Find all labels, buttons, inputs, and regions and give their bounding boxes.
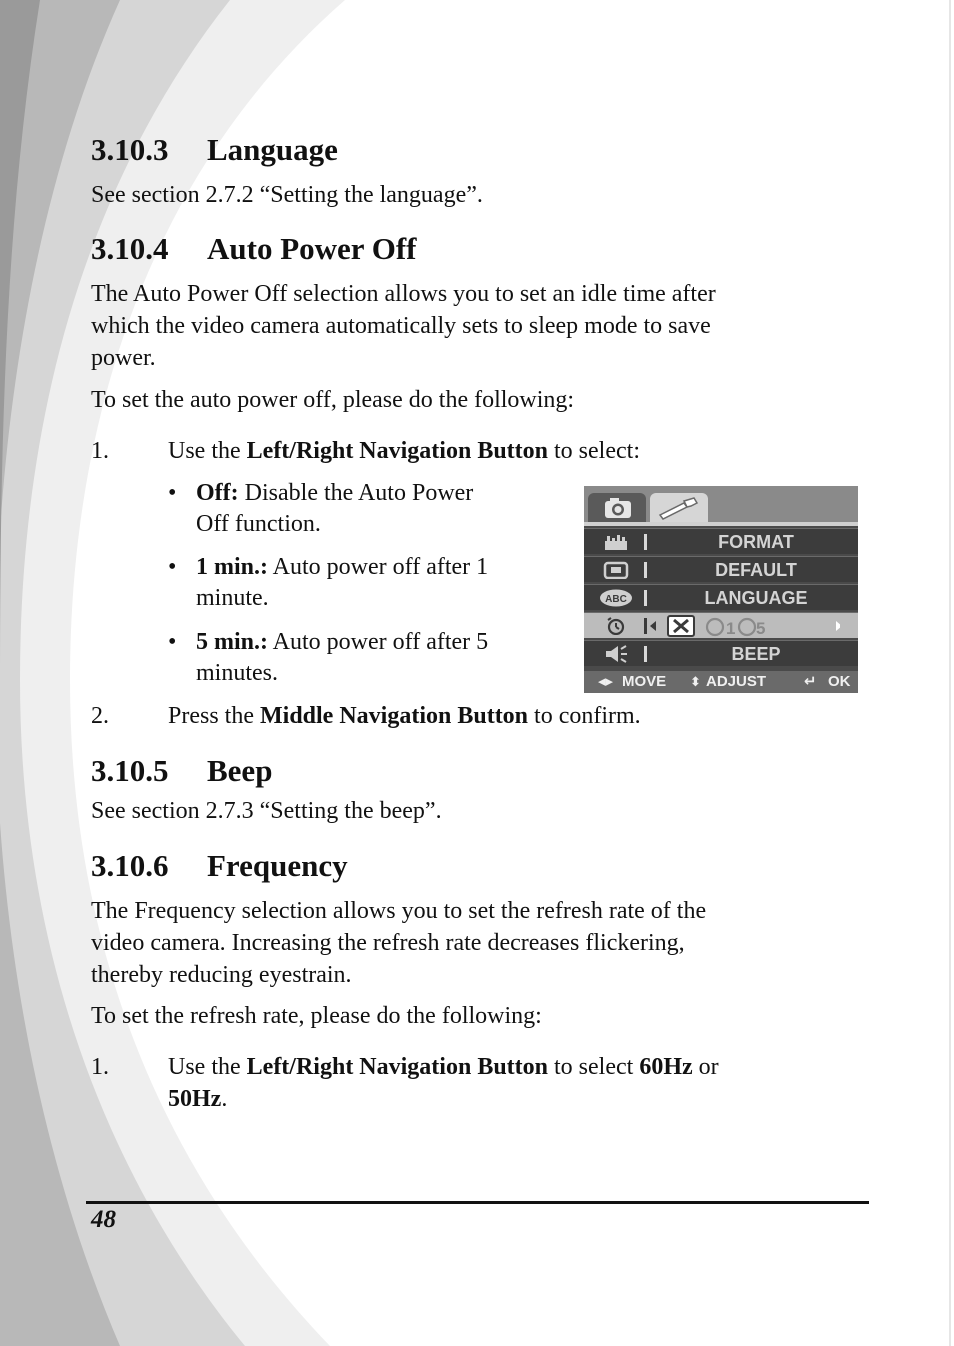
- frequency-intro-line-3: thereby reducing eyestrain.: [91, 962, 352, 988]
- menu-row-default: [584, 556, 858, 582]
- menu-row-auto-power-off: [584, 612, 858, 638]
- section-title: Language: [207, 132, 338, 167]
- timer-icon: [602, 617, 630, 635]
- bullet-off: [196, 478, 541, 540]
- bullet-desc: minutes.: [196, 660, 278, 686]
- step-text: to confirm.: [528, 703, 641, 729]
- language-reference: See section 2.7.2 “Setting the language”.: [91, 182, 483, 208]
- bullet-term: 5 min.:: [196, 629, 268, 655]
- footer-rule: [86, 1201, 869, 1204]
- step-number: 1.: [91, 1054, 109, 1080]
- option-strip: [640, 615, 840, 637]
- svg-text:1: 1: [726, 619, 736, 637]
- section-heading-frequency: [91, 849, 348, 883]
- section-number: 3.10.3: [91, 132, 169, 167]
- frequency-lead: To set the refresh rate, please do the following:: [91, 1003, 542, 1029]
- menu-tab-bar: [584, 486, 858, 524]
- row-divider: [644, 534, 647, 550]
- auto-power-off-intro-line-2: which the video camera automatically sets to sleep mode to save: [91, 313, 711, 339]
- bullet-term: Off:: [196, 480, 239, 506]
- section-title: Beep: [207, 753, 273, 788]
- camera-setup-menu-screen: [584, 486, 858, 693]
- menu-row-format: [584, 528, 858, 554]
- frequency-intro-line-2: video camera. Increasing the refresh rate decreases flickering,: [91, 930, 685, 956]
- step-text: to select:: [548, 438, 640, 464]
- section-title: Auto Power Off: [207, 231, 417, 266]
- step-text: to select: [548, 1054, 640, 1080]
- row-divider: [644, 562, 647, 578]
- step-number: 1.: [91, 438, 109, 464]
- enter-icon: ↵: [804, 673, 817, 690]
- row-divider: [644, 646, 647, 662]
- bullet-desc: Auto power off after 1: [268, 554, 489, 580]
- frequency-intro-line-1: The Frequency selection allows you to set the refresh rate of the: [91, 898, 707, 924]
- speaker-icon: [602, 645, 630, 663]
- step-button-name: Left/Right Navigation Button: [246, 1054, 549, 1080]
- beep-reference: See section 2.7.3 “Setting the beep”.: [91, 798, 442, 824]
- step-button-name: Left/Right Navigation Button: [246, 438, 549, 464]
- menu-label: BEEP: [731, 644, 781, 664]
- auto-power-off-intro-line-3: power.: [91, 345, 156, 371]
- bullet-icon: •: [168, 554, 177, 580]
- bullet-term: 1 min.:: [196, 554, 268, 580]
- menu-row-language: [584, 584, 858, 610]
- bullet-1-min: [196, 552, 541, 614]
- step-text: Use the: [168, 1054, 247, 1080]
- frequency-option: 50Hz: [168, 1086, 222, 1112]
- bullet-desc: Auto power off after 5: [268, 629, 489, 655]
- ok-hint: OK: [828, 673, 851, 690]
- camera-icon: [588, 493, 646, 523]
- bullet-5-min: [196, 627, 541, 689]
- section-heading-language: [91, 133, 338, 167]
- tab-underline: [584, 522, 858, 526]
- section-number: 3.10.4: [91, 231, 169, 266]
- abc-icon: [599, 589, 633, 607]
- step-text: Use the: [168, 438, 247, 464]
- menu-label: FORMAT: [718, 532, 794, 552]
- menu-label: DEFAULT: [715, 560, 797, 580]
- section-title: Frequency: [207, 848, 348, 883]
- format-icon: [602, 533, 630, 551]
- left-right-arrows-icon: ◂▸: [598, 673, 614, 690]
- wrench-icon: [650, 493, 708, 523]
- svg-text:ABC: ABC: [605, 594, 627, 605]
- frequency-step-1: [168, 1051, 858, 1115]
- default-icon: [602, 561, 630, 579]
- camera-tab: [588, 493, 646, 523]
- auto-power-off-intro-line-1: The Auto Power Off selection allows you to set an idle time after: [91, 281, 716, 307]
- section-heading-beep: [91, 754, 272, 788]
- row-divider: [644, 590, 647, 606]
- menu-label: LANGUAGE: [704, 588, 808, 608]
- adjust-hint: ADJUST: [706, 673, 767, 690]
- auto-power-off-step-2: [168, 700, 858, 732]
- up-down-arrows-icon: ⬍: [690, 674, 701, 689]
- page-number: 48: [91, 1206, 116, 1233]
- auto-power-off-step-1: [168, 435, 858, 467]
- menu-row-beep: [584, 640, 858, 666]
- step-button-name: Middle Navigation Button: [260, 703, 529, 729]
- frequency-option: 60Hz: [639, 1054, 693, 1080]
- bullet-icon: •: [168, 629, 177, 655]
- step-text: Press the: [168, 703, 260, 729]
- step-number: 2.: [91, 703, 109, 729]
- auto-power-off-lead: To set the auto power off, please do the following:: [91, 387, 575, 413]
- bullet-desc: Disable the Auto Power: [238, 480, 474, 506]
- section-number: 3.10.5: [91, 753, 169, 788]
- step-text: or: [692, 1054, 719, 1080]
- section-heading-auto-power-off: [91, 232, 417, 266]
- move-hint: MOVE: [622, 673, 667, 690]
- setup-tab: [650, 493, 708, 523]
- bullet-desc: minute.: [196, 585, 269, 611]
- section-number: 3.10.6: [91, 848, 169, 883]
- bullet-desc: Off function.: [196, 511, 321, 537]
- menu-footer-hints: [584, 671, 858, 693]
- svg-text:5: 5: [756, 619, 766, 637]
- bullet-icon: •: [168, 480, 177, 506]
- step-text: .: [221, 1086, 228, 1112]
